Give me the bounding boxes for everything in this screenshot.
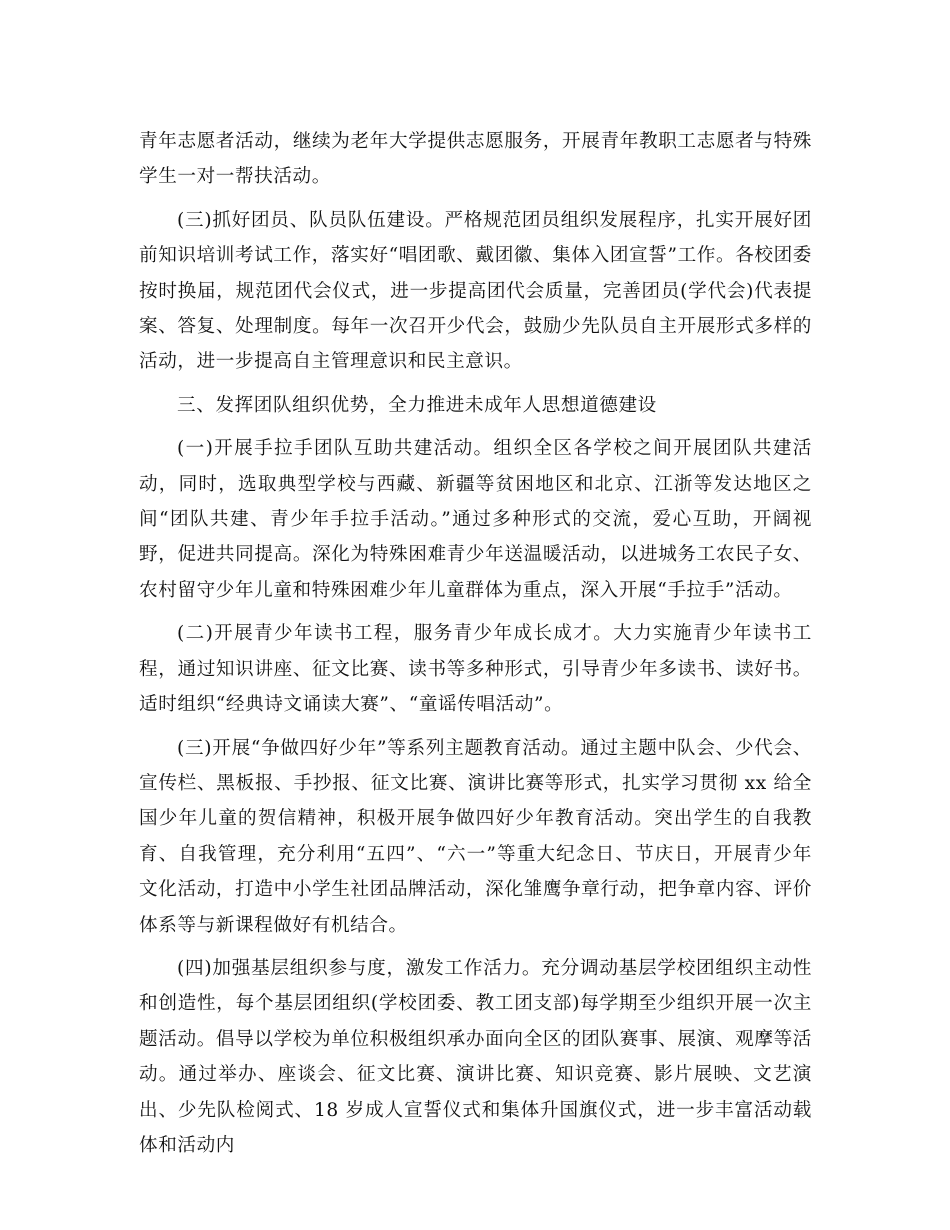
document-body [139,124,812,1171]
paragraph-hand-in-hand: (一)开展手拉手团队互助共建活动。组织全区各学校之间开展团队共建活动，同时，选取典型学校与西藏、新疆等贫困地区和北京、江浙等发达地区之间“团队共建、青少年手拉手活动。”通过多种形式的交流，爱心互助，开阔视野，促进共同提高。深化为特殊困难青少年送温暖活动，以进城务工农民子女、农村留守少年儿童和特殊困难少年儿童群体为重点，深入开展“手拉手”活动。 [139,438,812,601]
section-heading-three: 三、发挥团队组织优势，全力推进未成年人思想道德建设 [177,394,657,416]
paragraph-reading-project: (二)开展青少年读书工程，服务青少年成长成才。大力实施青少年读书工程，通过知识讲座、征文比赛、读书等多种形式，引导青少年多读书、读好书。适时组织“经典诗文诵读大赛”、“童谣传唱活动”。 [139,623,812,716]
paragraph-member-team-building: (三)抓好团员、队员队伍建设。严格规范团员组织发展程序，扎实开展好团前知识培训考试工作，落实好“唱团歌、戴团徽、集体入团宣誓”工作。各校团委按时换届，规范团代会仪式，进一步提高团代会质量，完善团员(学代会)代表提案、答复、处理制度。每年一次召开少代会，鼓励少先队员自主开展形式多样的活动，进一步提高自主管理意识和民主意识。 [139,209,812,373]
paragraph-grassroots-participation: (四)加强基层组织参与度，激发工作活力。充分调动基层学校团组织主动性和创造性，每个基层团组织(学校团委、教工团支部)每学期至少组织开展一次主题活动。倡导以学校为单位积极组织承办面向全区的团队赛事、展演、观摩等活动。通过举办、座谈会、征文比赛、演讲比赛、知识竞赛、影片展映、文艺演出、少先队检阅式、18 岁成人宣誓仪式和集体升国旗仪式，进一步丰富活动载体和活动内 [139,957,812,1156]
paragraph-volunteer-continuation: 青年志愿者活动，继续为老年大学提供志愿服务，开展青年教职工志愿者与特殊学生一对一帮扶活动。 [139,131,812,188]
paragraph-four-good-youth: (三)开展“争做四好少年”等系列主题教育活动。通过主题中队会、少代会、宣传栏、黑板报、手抄报、征文比赛、演讲比赛等形式，扎实学习贯彻 xx 给全国少年儿童的贺信精神，积极开展争做四好少年教育活动。突出学生的自我教育、自我管理，充分利用“五四”、“六一”等重大纪念日、节庆日，开展青少年文化活动，打造中小学生社团品牌活动，深化雏鹰争章行动，把争章内容、评价体系等与新课程做好有机结合。 [139,737,812,936]
